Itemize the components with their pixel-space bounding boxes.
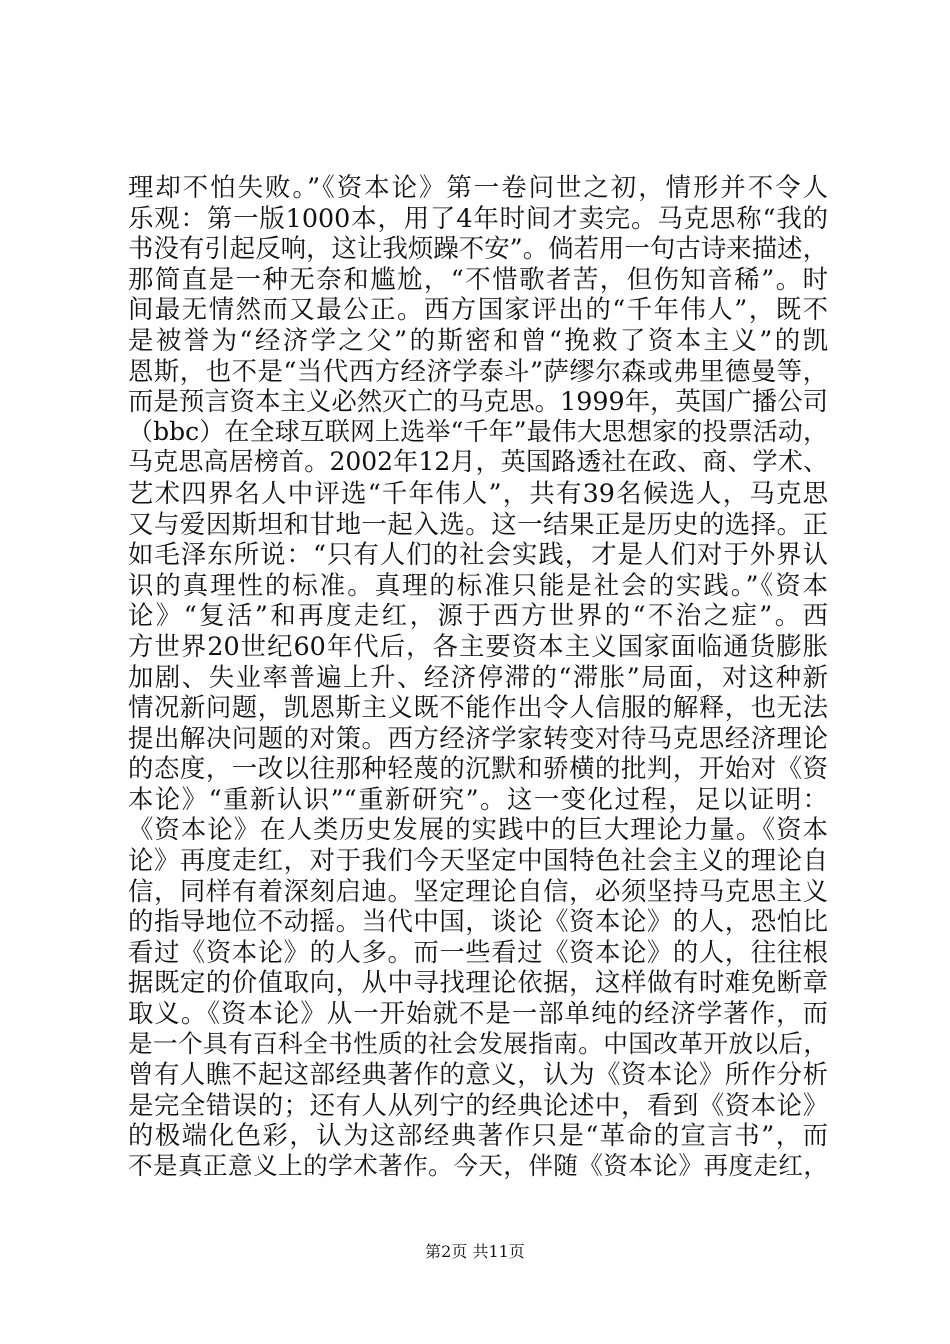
text-line: 不是真正意义上的学术著作。今天，伴随《资本论》再度走红，: [128, 1151, 828, 1180]
text-line: 的态度，一改以往那种轻蔑的沉默和骄横的批判，开始对《资: [128, 753, 828, 784]
text-line: 又与爱因斯坦和甘地一起入选。这一结果正是历史的选择。正: [128, 508, 828, 539]
text-line: 情况新问题，凯恩斯主义既不能作出令人信服的解释，也无法: [128, 692, 828, 723]
text-line: 如毛泽东所说：“只有人们的社会实践，才是人们对于外界认: [128, 539, 828, 570]
text-line: 论》再度走红，对于我们今天坚定中国特色社会主义的理论自: [128, 845, 828, 876]
text-line: 取义。《资本论》从一开始就不是一部单纯的经济学著作，而: [128, 998, 828, 1029]
text-line: 是被誉为“经济学之父”的斯密和曾“挽救了资本主义”的凯: [128, 324, 828, 355]
text-line: 是一个具有百科全书性质的社会发展指南。中国改革开放以后，: [128, 1028, 828, 1058]
text-line: 本论》“重新认识”“重新研究”。这一变化过程，足以证明：: [128, 783, 828, 814]
text-line: 曾有人瞧不起这部经典著作的意义，认为《资本论》所作分析: [128, 1059, 828, 1090]
text-line: 而是预言资本主义必然灭亡的马克思。1999年，英国广播公司: [128, 386, 828, 417]
text-line: 乐观：第一版1000本，用了4年时间才卖完。马克思称“我的: [128, 202, 828, 233]
page-footer: 第2页 共11页: [425, 1242, 525, 1261]
text-line: 加剧、失业率普遍上升、经济停滞的“滞胀”局面，对这种新: [128, 661, 828, 692]
text-line: （bbc）在全球互联网上选举“千年”最伟大思想家的投票活动，: [128, 416, 828, 446]
text-line: 看过《资本论》的人多。而一些看过《资本论》的人，往往根: [128, 936, 828, 967]
text-line: 马克思高居榜首。2002年12月，英国路透社在政、商、学术、: [128, 447, 828, 477]
body-text: [128, 172, 828, 1182]
text-line: 《资本论》在人类历史发展的实践中的巨大理论力量。《资本: [128, 814, 828, 845]
text-line: 艺术四界名人中评选“千年伟人”，共有39名候选人，马克思: [128, 477, 828, 508]
text-line: 的指导地位不动摇。当代中国，谈论《资本论》的人，恐怕比: [128, 906, 828, 937]
text-line: 信，同样有着深刻启迪。坚定理论自信，必须坚持马克思主义: [128, 875, 828, 906]
text-line: 据既定的价值取向，从中寻找理论依据，这样做有时难免断章: [128, 967, 828, 998]
text-line: 恩斯，也不是“当代西方经济学泰斗”萨缪尔森或弗里德曼等，: [128, 355, 828, 386]
text-line: 书没有引起反响，这让我烦躁不安”。倘若用一句古诗来描述，: [128, 233, 828, 264]
text-line: 识的真理性的标准。真理的标准只能是社会的实践。”《资本: [128, 569, 828, 600]
text-line: 间最无情然而又最公正。西方国家评出的“千年伟人”，既不: [128, 294, 828, 325]
text-line: 理却不怕失败。”《资本论》第一卷问世之初，情形并不令人: [128, 172, 828, 202]
text-line: 是完全错误的；还有人从列宁的经典论述中，看到《资本论》: [128, 1089, 828, 1120]
text-line: 方世界20世纪60年代后，各主要资本主义国家面临通货膨胀: [128, 630, 828, 661]
text-line: 论》“复活”和再度走红，源于西方世界的“不治之症”。西: [128, 600, 828, 631]
text-line: 的极端化色彩，认为这部经典著作只是“革命的宣言书”，而: [128, 1120, 828, 1151]
text-line: 提出解决问题的对策。西方经济学家转变对待马克思经济理论: [128, 722, 828, 753]
text-line: 那简直是一种无奈和尴尬，“不惜歌者苦，但伤知音稀”。时: [128, 263, 828, 294]
